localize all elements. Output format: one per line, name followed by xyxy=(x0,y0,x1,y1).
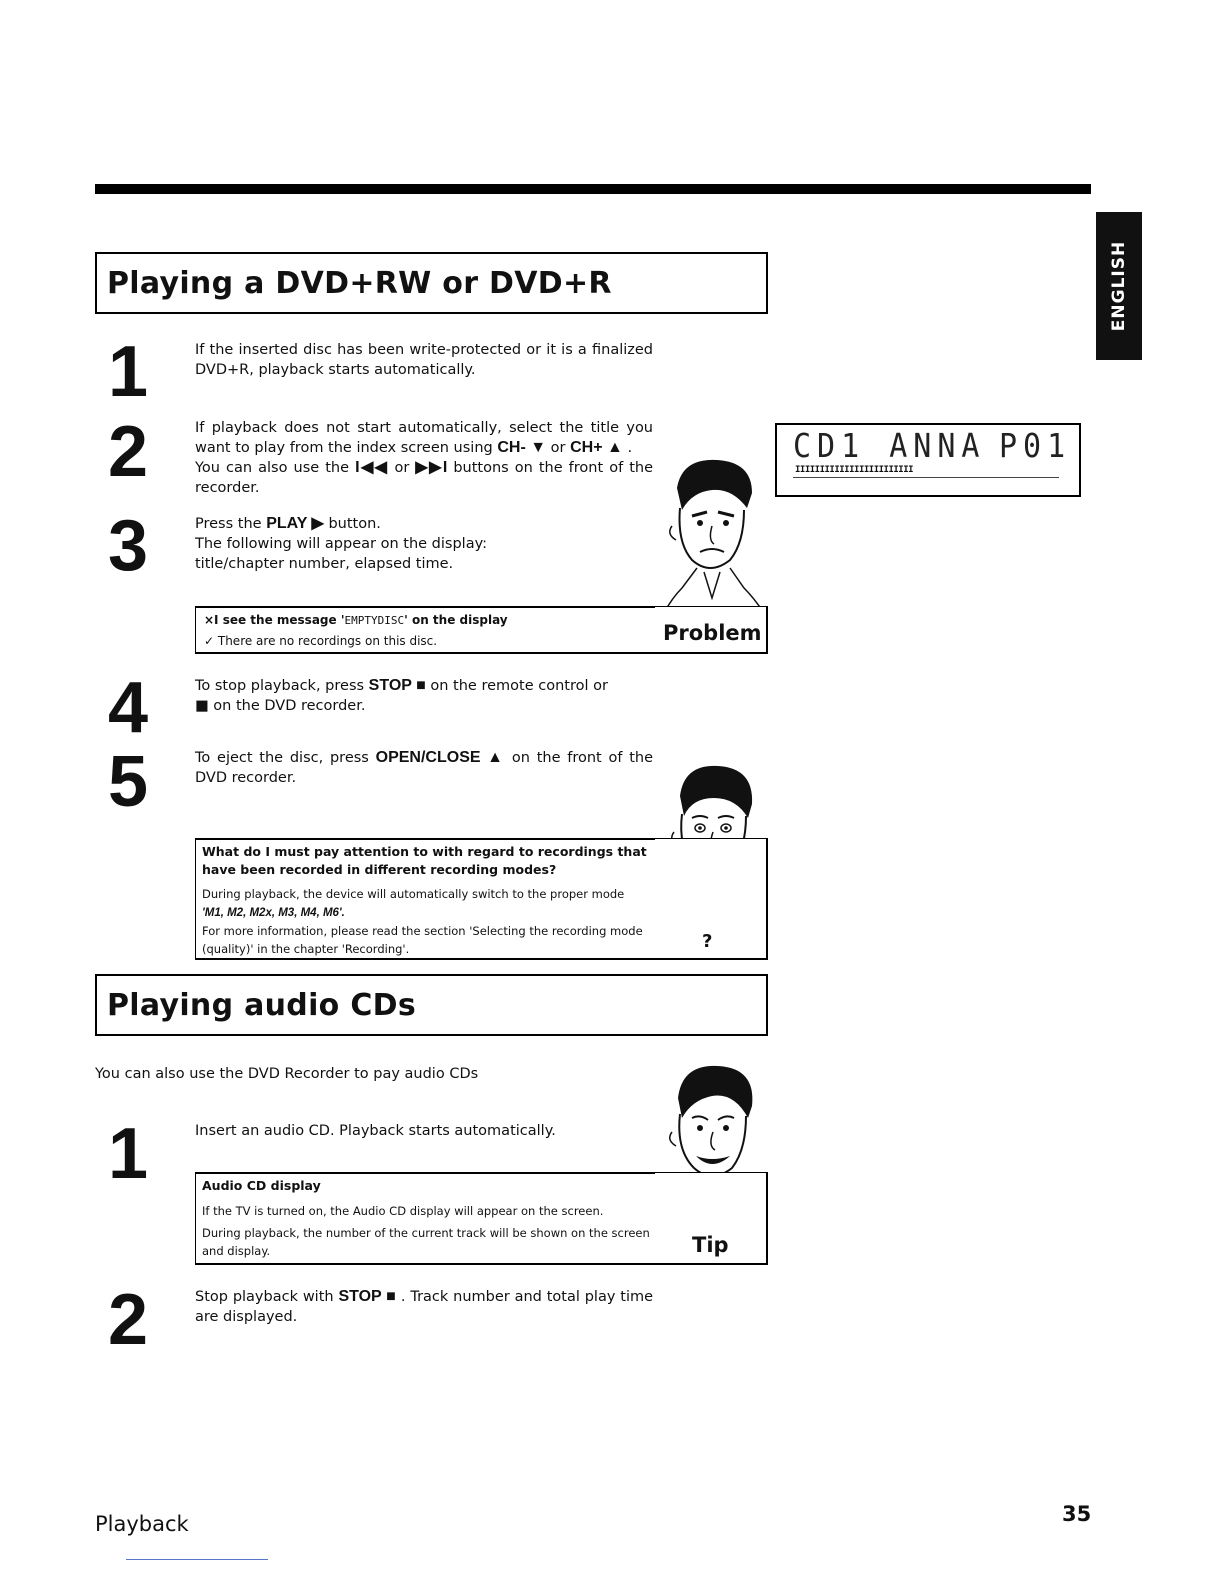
step-number: 4 xyxy=(108,668,149,748)
tip-heading: Audio CD display xyxy=(202,1178,321,1193)
section-title-dvd-text: Playing a DVD+RW or DVD+R xyxy=(107,266,612,301)
tip-box xyxy=(195,1172,768,1265)
recording-modes: 'M1, M2, M2x, M3, M4, M6'. xyxy=(202,907,345,919)
question-body-part: During playback, the device will automatically switch to the proper mode xyxy=(202,887,625,901)
lcd-display xyxy=(775,423,1081,497)
step-number: 2 xyxy=(108,1280,149,1360)
language-tab-label: ENGLISH xyxy=(1109,240,1129,332)
tip-label: Tip xyxy=(692,1233,729,1257)
section-title-audio-cd xyxy=(95,974,768,1036)
step-text xyxy=(195,1287,653,1327)
step-text-part: on the front of the DVD recorder. xyxy=(195,750,654,786)
lcd-underline xyxy=(793,477,1059,478)
step-number: 3 xyxy=(108,506,149,586)
footer-underline xyxy=(126,1559,268,1560)
stop-key: STOP ■ xyxy=(338,1288,397,1305)
question-box xyxy=(195,838,768,960)
lcd-message: EMPTYDISC xyxy=(344,614,405,627)
step-number: 5 xyxy=(108,742,149,822)
step-text-part: To stop playback, press xyxy=(195,678,365,694)
step-text-part: Press the xyxy=(195,516,262,532)
step-text-part: Stop playback with xyxy=(195,1289,334,1305)
tip-line-1: If the TV is turned on, the Audio CD display will appear on the screen. xyxy=(202,1204,604,1218)
step-text xyxy=(195,514,653,574)
audio-cd-intro: You can also use the DVD Recorder to pay audio CDs xyxy=(95,1066,479,1082)
step-text-part: If playback does not start automatically, select the title you want to play from the index screen using xyxy=(195,420,653,456)
step-text-part: The following will appear on the display: xyxy=(195,536,487,552)
open-close-key: OPEN/CLOSE ▲ xyxy=(375,749,506,766)
problem-question xyxy=(204,611,508,630)
problem-question-part: ' on the display xyxy=(404,613,508,627)
stop-key: STOP ■ xyxy=(368,677,426,694)
question-heading: What do I must pay attention to with regard to recordings that have been recorded in different recording modes? xyxy=(202,844,647,877)
question-label: ? xyxy=(702,931,713,952)
problem-box xyxy=(195,606,768,654)
step-text-part: button. xyxy=(328,516,381,532)
step-text-part: on the remote control or xyxy=(430,678,608,694)
problem-question-part: ×I see the message ' xyxy=(204,613,345,627)
step-text-part: ■ on the DVD recorder. xyxy=(195,698,366,714)
question-body xyxy=(202,885,657,958)
step-text-part: You can also use the xyxy=(195,460,350,476)
play-key: PLAY ▶ xyxy=(266,515,324,532)
step-text-part: . Track number and total play time are displayed. xyxy=(195,1289,654,1325)
step-text-part: title/chapter number, elapsed time. xyxy=(195,556,454,572)
lcd-left-text: CD1 ANNA xyxy=(793,427,986,466)
problem-label: Problem xyxy=(663,621,762,645)
problem-box-top-rule xyxy=(195,606,655,608)
step-text xyxy=(195,748,653,788)
step-text: Insert an audio CD. Playback starts automatically. xyxy=(195,1123,556,1139)
problem-answer: ✓ There are no recordings on this disc. xyxy=(204,634,438,648)
step-text: If the inserted disc has been write-protected or it is a finalized DVD+R, playback starts automatically. xyxy=(195,342,653,378)
question-body-part: For more information, please read the section 'Selecting the recording mode (quality)' in the chapter 'Recording'. xyxy=(202,924,643,956)
step-text-part: buttons on the front of the recorder. xyxy=(195,460,654,496)
next-key: ▶▶I xyxy=(415,459,448,476)
lcd-right-text: P01 xyxy=(999,427,1072,466)
step-text-part: or xyxy=(550,440,566,456)
previous-key: I◀◀ xyxy=(355,459,389,476)
page-number: 35 xyxy=(1062,1502,1092,1526)
ch-down-key: CH- ▼ xyxy=(497,439,547,456)
section-title-audio-cd-text: Playing audio CDs xyxy=(107,988,416,1023)
question-box-top-rule xyxy=(195,838,655,840)
ch-up-key: CH+ ▲ xyxy=(570,439,623,456)
step-text-part: To eject the disc, press xyxy=(195,750,369,766)
step-number: 1 xyxy=(108,332,149,412)
language-tab xyxy=(1096,212,1142,360)
tip-line-2: During playback, the number of the current track will be shown on the screen and display. xyxy=(202,1226,650,1258)
footer-section-label: Playback xyxy=(95,1512,189,1536)
step-text xyxy=(195,418,653,498)
tip-box-top-rule xyxy=(195,1172,655,1174)
top-rule xyxy=(95,184,1091,194)
step-number: 2 xyxy=(108,412,149,492)
worried-face-icon xyxy=(652,448,772,618)
step-number: 1 xyxy=(108,1114,149,1194)
section-title-dvd xyxy=(95,252,768,314)
step-text xyxy=(195,676,653,716)
lcd-progress-bar: IIIIIIIIIIIIIIIIIIIIIIII xyxy=(795,465,914,475)
step-text-part: . xyxy=(627,440,633,456)
step-text-part: or xyxy=(394,460,410,476)
